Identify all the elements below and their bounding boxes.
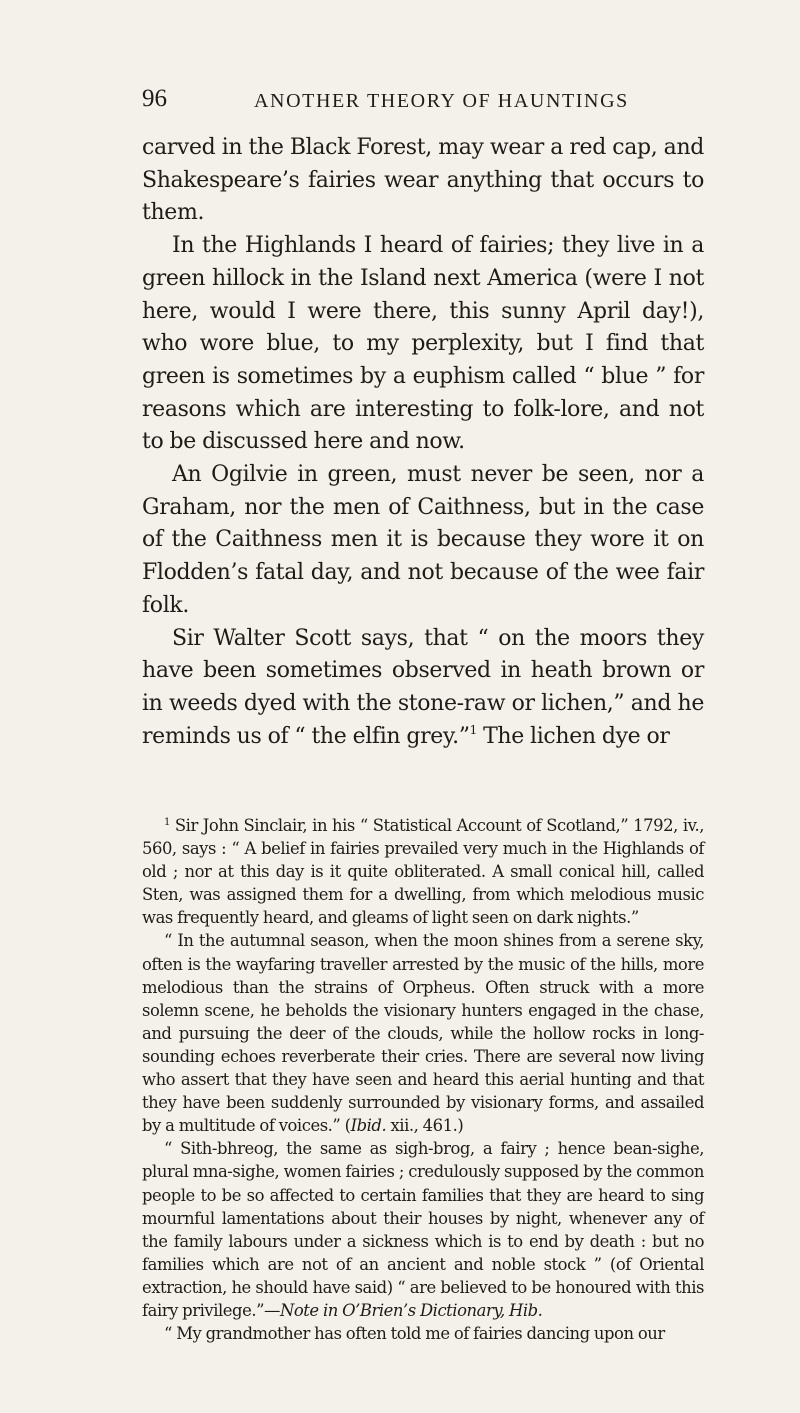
footnote-quote-2-ibid: Ibid. [350,1116,387,1136]
paragraph-1: carved in the Black Forest, may wear a red cap, and Shakespeare’s fairies wear anything that occurs to them. [142,135,704,226]
footnotes [142,814,704,1345]
paragraph-2: In the Highlands I heard of fairies; they live in a green hillock in the Island next America (were I not here, would I were there, this sunny April day!), who wore blue, to my perplexity, but I find that green is sometimes by a euphism called “ blue ” for reasons which are interesting to folk-lore, and not to be discussed here and now. [142,233,704,455]
footnote-quote-3 [142,1137,704,1322]
footnote-quote-3-text: “ Sith-bhreog, the same as sigh-brog, a fairy ; hence bean-sighe, plural mna-sighe, women fairies ; credulously supposed by the common people to be so affected to certain families that they are heard to sing mournful lamentations about their houses by night, whenever any of the family labours under a sickness which is to end by death : but no families which are not of an ancient and noble stock ” (of Oriental extraction, he should have said) “ are believed to be honoured with this fairy privilege.”— [142,1139,704,1320]
footnote-quote-4: “ My grandmother has often told me of fairies dancing upon our [164,1324,665,1344]
running-title: ANOTHER THEORY OF HAUNTINGS [254,90,629,112]
footnote-1 [142,814,704,929]
page-number: 96 [142,85,167,112]
footnote-reference-1[interactable]: 1 [469,722,477,737]
footnote-quote-2 [142,929,704,1137]
page-header [142,84,702,120]
body-text [142,132,704,753]
paragraph-4-text-a: Sir Walter Scott says, that “ on the moors they have been sometimes observed in heath brown or in weeds dyed with the stone-raw or lichen,” and he reminds us of “ the elfin grey.” [142,625,704,749]
footnote-1-text: Sir John Sinclair, in his “ Statistical Account of Scotland,” 1792, iv., 560, says : “ A belief in fairies prevailed very much in the Highlands of old ; nor at this day is it quite obliterated. A small conical hill, called Sten, was assigned them for a dwelling, from which melodious music was frequently heard, and gleams of light seen on dark nights.” [142,816,704,928]
footnote-quote-3-source: Note in O’Brien’s Dictionary, Hib. [279,1300,543,1320]
paragraph-4-text-b: The lichen dye or [476,723,670,749]
paragraph-3: An Ogilvie in green, must never be seen, nor a Graham, nor the men of Caithness, but in the case of the Caithness men it is because they wore it on Flodden’s fatal day, and not because of the wee fair folk. [142,462,704,618]
footnote-quote-2-text: “ In the autumnal season, when the moon shines from a serene sky, often is the wayfaring traveller arrested by the music of the hills, more melodious than the strains of Orpheus. Often struck with a more solemn scene, he beholds the visionary hunters engaged in the chase, and pursuing the deer of the clouds, while the hollow rocks in long-sounding echoes reverberate their cries. There are several now living who assert that they have seen and heard this aerial hunting and that they have been suddenly surrounded by visionary forms, and assailed by a multitude of voices.” ( [142,931,704,1136]
footnote-1-mark: 1 [164,817,170,828]
footnote-quote-2-ref: xii., 461.) [386,1116,464,1136]
paragraph-4 [142,623,704,754]
